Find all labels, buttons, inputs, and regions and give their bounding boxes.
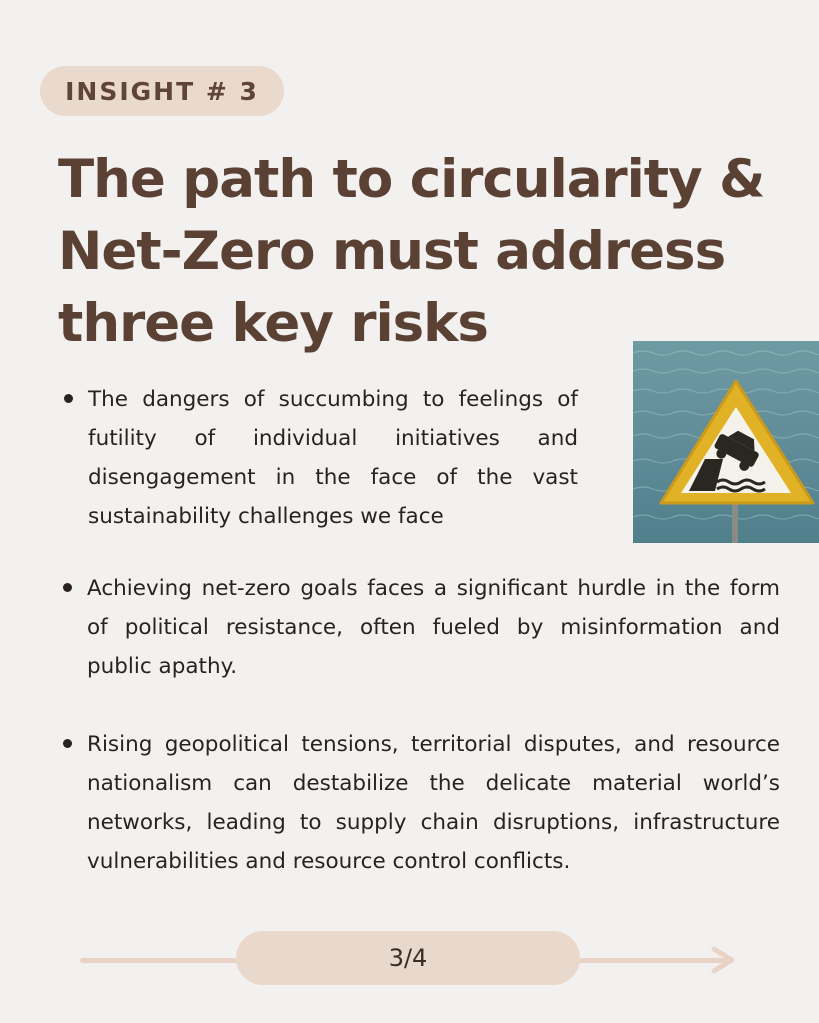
list-item [88,380,578,536]
title-line-2: Net-Zero must address [58,221,726,282]
page-indicator [236,931,580,985]
list-item [87,569,780,686]
bullet-dot-icon [63,583,72,592]
page-indicator-label: 3/4 [388,944,428,972]
list-item-text: Rising geopolitical tensions, territorial disputes, and resource nationalism can destabilize the delicate material world’s networks, leading to supply chain disruptions, infrastructure vulnerabilities and resource control conflicts. [87,732,780,874]
arrow-right-icon[interactable] [708,945,738,975]
list-item-text: Achieving net-zero goals faces a significant hurdle in the form of political resistance, often fueled by misinformation and public apathy. [87,576,780,679]
list-item-text: The dangers of succumbing to feelings of futility of individual initiatives and disengagement in the face of the vast sustainability challenges we face [88,387,578,529]
page-title [58,144,798,360]
bullet-dot-icon [64,394,73,403]
list-item [87,725,780,881]
warning-sign-photo [633,341,819,543]
warning-sign-icon [633,341,819,543]
bullet-dot-icon [63,739,72,748]
title-line-1: The path to circularity & [58,149,765,210]
insight-badge [40,66,284,116]
insight-badge-label: INSIGHT # 3 [65,76,259,106]
title-line-3: three key risks [58,293,488,354]
